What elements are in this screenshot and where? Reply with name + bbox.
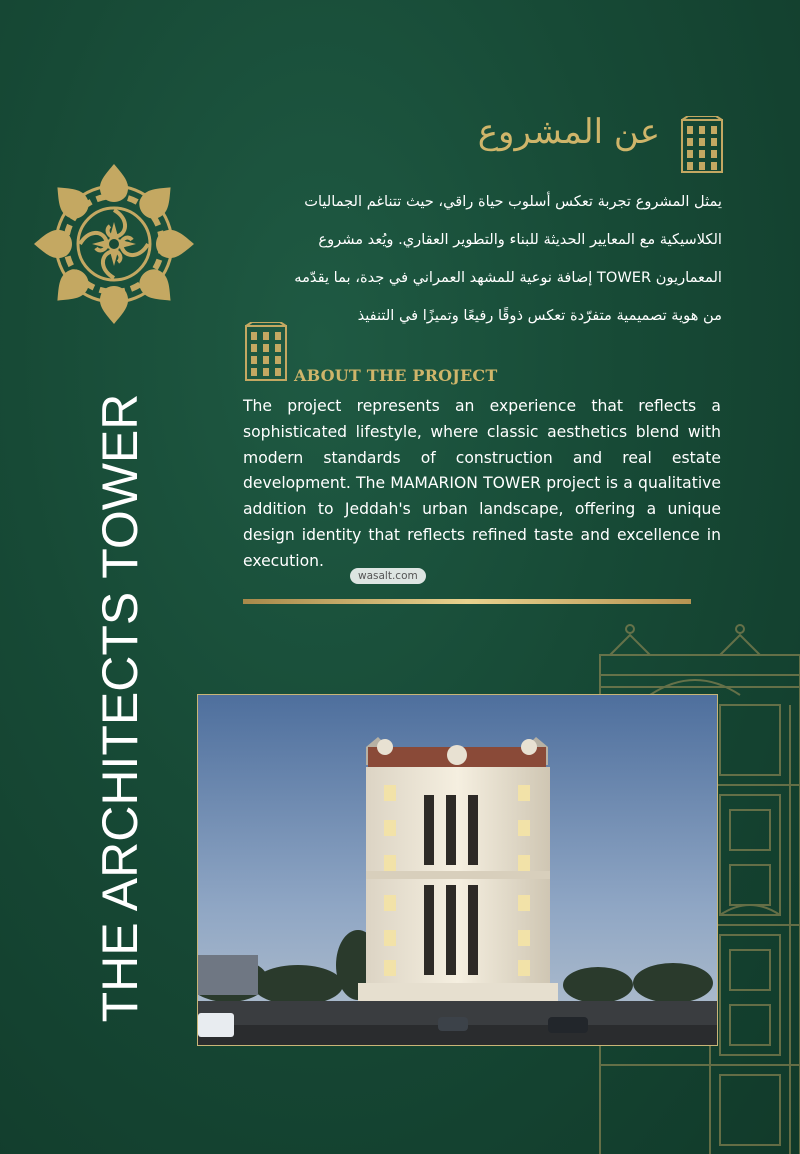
tower-icon <box>244 322 288 382</box>
tower-icon <box>680 116 724 174</box>
arabic-heading: عن المشروع <box>477 112 660 152</box>
arabic-line: يمثل المشروع تجربة تعكس أسلوب حياة راقي، حيث تتناغم الجماليات <box>304 193 722 210</box>
arabic-description <box>242 183 722 335</box>
english-heading: ABOUT THE PROJECT <box>294 366 498 385</box>
arabic-line: من هوية تصميمية متفرّدة تعكس ذوقًا رفيعًا وتميزًا في التنفيذ <box>357 307 722 324</box>
watermark: wasalt.com <box>350 568 426 584</box>
ornament-icon <box>34 150 194 338</box>
divider <box>243 599 691 604</box>
vertical-title: THE ARCHITECTS TOWER <box>92 393 148 1023</box>
arabic-line: الكلاسيكية مع المعايير الحديثة للبناء والتطوير العقاري. ويُعد مشروع <box>318 231 722 248</box>
tower-photo <box>197 694 718 1046</box>
arabic-line: المعماريون TOWER إضافة نوعية للمشهد العمراني في جدة، بما يقدّمه <box>294 269 722 286</box>
english-description: The project represents an experience that reflects a sophisticated lifestyle, where classic aesthetics blend with modern standards of construction and real estate development. The MAMARION TOWER project is a qualitative addition to Jeddah's urban landscape, offering a unique design identity that reflects refined taste and excellence in execution. <box>243 397 721 570</box>
